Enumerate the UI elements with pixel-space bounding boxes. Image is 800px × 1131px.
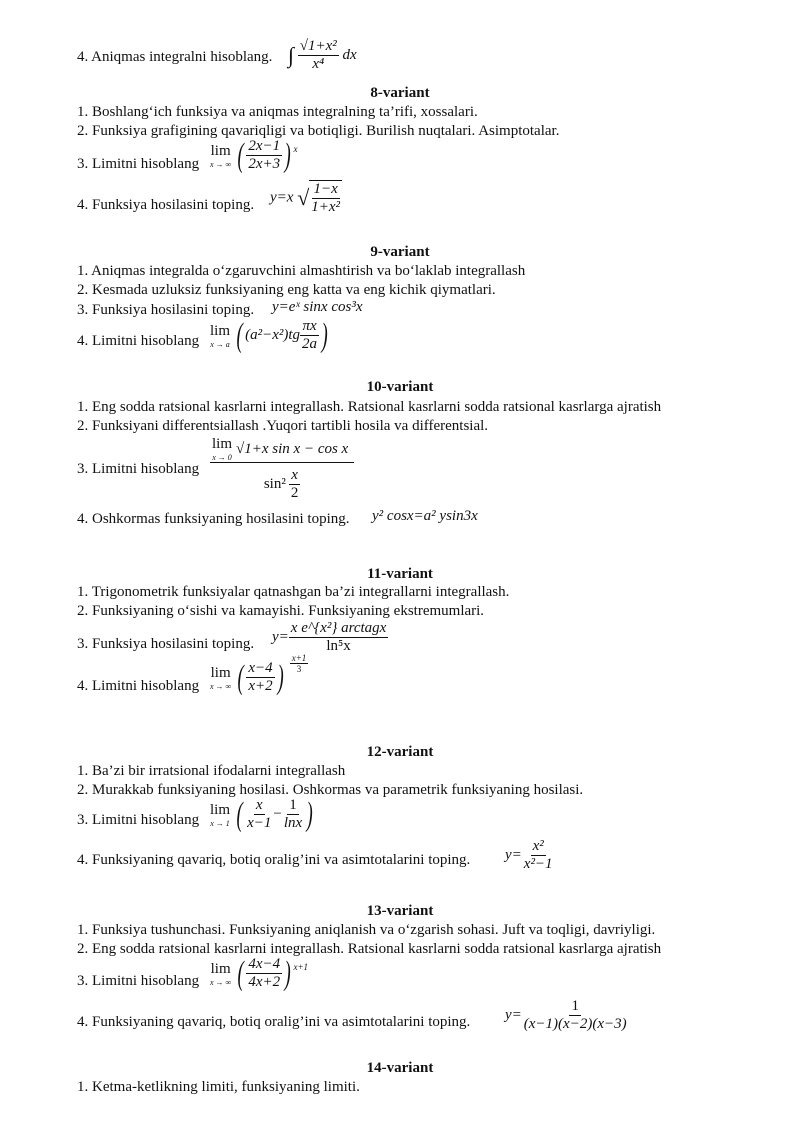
variant-title: 13-variant [366,903,434,919]
fraction-denominator: x²−1 [523,856,553,872]
question-text: 4. Oshkormas funksiyaning hosilasini toping. [77,511,350,527]
limit-formula [210,318,330,353]
question-text: 2. Funksiya grafigining qavariqligi va botiqligi. Burilish nuqtalari. Asimptotalar. [77,123,560,139]
limit-operator [210,143,231,169]
derivative-formula: y² cosx=a² ysin3x [372,508,478,524]
question-text: 3. Limitni hisoblang [77,156,200,172]
exponent: x+1 [293,961,309,972]
fraction-numerator: x−4 [248,660,273,676]
minus-sign: − [273,806,282,822]
integral-sign: ∫ [288,42,295,68]
sin-squared: sin² [263,476,286,492]
question-text: 1. Trigonometrik funksiyalar qatnashgan ba’zi integrallarni integrallash. [77,584,510,600]
fraction [289,467,301,502]
fraction-denominator: (x−1)(x−2)(x−3) [523,1016,627,1032]
formula-lhs: y= [272,629,289,645]
limit-operator [210,802,230,828]
question-text: 2. Funksiyaning o‘sishi va kamayishi. Funksiyaning ekstremumlari. [77,603,485,619]
variant-title: 10-variant [366,379,434,395]
limit-formula [210,956,308,991]
limit-operator [210,665,231,691]
question-text: 4. Funksiyaning qavariq, botiq oralig’ini va asimtotalarini toping. [77,852,471,868]
fraction-numerator: 1−x [313,181,338,197]
right-paren: ) [321,316,328,354]
fraction [210,436,354,502]
right-paren: ) [284,954,291,992]
lim-subscript: x → 1 [210,818,230,828]
fraction [522,998,629,1033]
left-paren: ( [236,795,243,833]
fraction [309,180,342,216]
question-text: 3. Limitni hisoblang [77,812,200,828]
fraction [282,797,304,832]
variant-title: 12-variant [366,744,434,760]
fraction-denominator: ln⁵x [326,638,351,654]
left-paren: ( [237,658,244,696]
limit-formula [210,436,354,502]
question-label: 4. Aniqmas integralni hisoblang. [77,49,273,65]
fraction [246,956,282,991]
fraction [298,38,339,73]
fraction-numerator: 2x−1 [248,138,281,154]
lim-subscript: x → ∞ [210,977,232,987]
limit-formula [210,797,316,832]
lim-subscript: x → 0 [212,453,232,462]
fraction [246,138,282,173]
question-text: 4. Limitni hisoblang [77,678,200,694]
fraction-numerator: 1 [289,797,297,813]
variant-title: 11-variant [367,566,433,582]
question-text: 2. Murakkab funksiyaning hosilasi. Oshkormas va parametrik funksiyaning hosilasi. [77,782,584,798]
question-text [77,48,272,66]
lim-label: lim [210,322,231,339]
variant-title: 9-variant [370,244,430,260]
fraction-denominator: x+2 [248,678,273,694]
differential: dx [342,47,357,63]
exponent-numerator: x+1 [291,653,307,663]
formula-body: (a²−x²)tg [245,327,301,343]
fraction-numerator: √1+x² [299,38,337,54]
lim-label: lim [210,801,231,818]
formula-lhs: y= [505,1007,522,1023]
numerator-expression: √1+x sin x − cos x [236,440,349,457]
integral-formula [288,38,357,73]
question-text: 1. Ba’zi bir irratsional ifodalarni integrallash [77,763,346,779]
derivative-formula [270,180,342,216]
lim-subscript: x → ∞ [210,159,232,169]
question-text: 2. Eng sodda ratsional kasrlarni integrallash. Ratsional kasrlarni sodda ratsional kasrlarga ajratish [77,941,662,957]
fraction-denominator [262,463,303,502]
question-text: 1. Ketma-ketlikning limiti, funksiyaning limiti. [77,1079,360,1095]
left-paren: ( [237,954,244,992]
fraction-numerator: 4x−4 [248,956,281,972]
limit-formula [210,138,297,173]
fraction-numerator: x² [532,838,544,854]
fraction [245,797,273,832]
question-text: 4. Funksiya hosilasini toping. [77,197,255,213]
variant-title: 8-variant [370,85,430,101]
function-formula [505,998,629,1033]
fraction-denominator: lnx [283,815,303,831]
lim-label: lim [212,436,233,452]
question-text: 1. Aniqmas integralda o‘zgaruvchini almashtirish va bo‘laklab integrallash [77,263,526,279]
fraction-denominator: 2x+3 [248,156,281,172]
fraction-denominator: 2a [302,336,318,352]
question-text: 2. Kesmada uzluksiz funksiyaning eng katta va eng kichik qiymatlari. [77,282,496,298]
limit-operator [212,436,232,462]
question-text: 3. Limitni hisoblang [77,461,200,477]
fraction [300,318,319,353]
left-paren: ( [236,316,243,354]
limit-formula [210,653,308,696]
lim-label: lim [210,960,231,977]
fraction-numerator: 1 [571,998,579,1014]
fraction-numerator [210,436,354,463]
limit-operator [210,961,231,987]
question-text: 2. Funksiyani differentsiallash .Yuqori tartibli hosila va differentsial. [77,418,489,434]
exponent-denominator: 3 [296,664,302,674]
fraction-numerator: x e^{x²} arctagx [290,620,387,636]
question-text: 4. Funksiyaning qavariq, botiq oralig’ini va asimtotalarini toping. [77,1014,471,1030]
derivative-formula [272,620,388,655]
limit-operator [210,323,230,349]
question-text: 1. Boshlang‘ich funksiya va aniqmas integralning ta’rifi, xossalari. [77,104,478,120]
question-text: 3. Funksiya hosilasini toping. [77,636,255,652]
left-paren: ( [237,136,244,174]
question-text: 3. Limitni hisoblang [77,973,200,989]
question-text: 4. Limitni hisoblang [77,333,200,349]
exponent-fraction [290,653,309,674]
fraction-denominator: 4x+2 [248,974,281,990]
fraction-denominator: 1+x² [311,199,341,215]
lim-subscript: x → a [210,339,230,349]
right-paren: ) [284,136,291,174]
right-paren: ) [277,658,284,696]
question-text: 3. Funksiya hosilasini toping. [77,302,255,318]
exponent: x [293,143,298,154]
right-paren: ) [306,795,313,833]
fraction-numerator: πx [302,318,317,334]
fraction-denominator: 2 [290,485,299,501]
fraction [522,838,555,873]
derivative-formula: y=eˣ sinx cos³x [272,299,363,315]
formula-lhs: y= [505,847,522,863]
function-formula [505,838,555,873]
fraction [289,620,389,655]
fraction-numerator: x [255,797,263,813]
fraction-numerator: x [291,467,298,483]
lim-label: lim [210,142,231,159]
fraction-denominator: x⁴ [312,56,325,72]
fraction-denominator: x−1 [247,815,272,831]
question-text: 1. Eng sodda ratsional kasrlarni integrallash. Ratsional kasrlarni sodda ratsional kasrlarga ajratish [77,399,662,415]
formula-lhs: y=x [270,189,294,206]
lim-subscript: x → ∞ [210,681,232,691]
variant-title: 14-variant [366,1060,434,1076]
lim-label: lim [210,664,231,681]
question-text: 1. Funksiya tushunchasi. Funksiyaning aniqlanish va o‘zgarish sohasi. Juft va toqligi, davriyligi. [77,922,656,938]
fraction [246,660,274,695]
sqrt-sign: √ [297,185,310,210]
